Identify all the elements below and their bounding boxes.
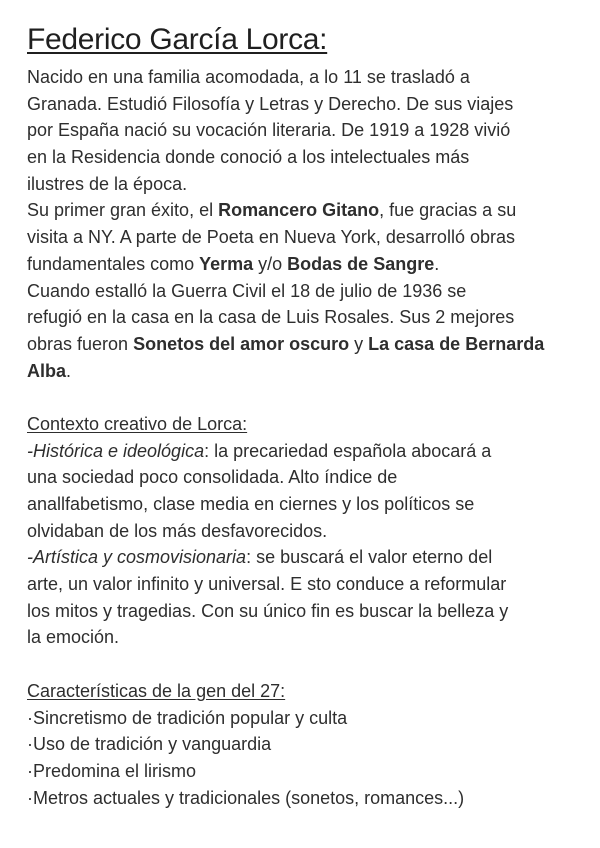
page-title: Federico García Lorca: — [27, 23, 328, 56]
bio-text: obras fueron — [27, 333, 134, 354]
context-line — [27, 544, 587, 571]
context-line: la emoción. — [27, 627, 120, 648]
context-line: anallfabetismo, clase media en ciernes y los políticos se — [27, 494, 475, 514]
bio-line: refugió en la casa en la casa de Luis Rosales. Sus 2 mejores — [27, 307, 515, 328]
spacer — [27, 384, 587, 411]
bio-text: y — [349, 333, 369, 354]
list-item: ·Uso de tradición y vanguardia — [27, 734, 272, 755]
work-title-romancero: Romancero Gitano — [218, 200, 380, 221]
list-item: ·Sincretismo de tradición popular y culta — [27, 707, 348, 728]
bio-line — [27, 251, 587, 278]
context-line: una sociedad poco consolidada. Alto índice de — [27, 467, 398, 488]
context-text: : se buscará el valor eterno del — [246, 547, 493, 568]
context-line — [27, 438, 587, 465]
list-item: ·Metros actuales y tradicionales (sonetos, romances...) — [27, 787, 465, 808]
spacer — [27, 651, 587, 678]
bio-text: Su primer gran éxito, el — [27, 200, 219, 221]
bio-line: por España nació su vocación literaria. De 1919 a 1928 vivió — [27, 120, 511, 141]
bio-line — [27, 197, 587, 224]
context-line: arte, un valor infinito y universal. E sto conduce a reformular — [27, 574, 507, 595]
bio-line: ilustres de la época. — [27, 173, 188, 194]
work-title-bernarda: La casa de Bernarda — [368, 333, 545, 354]
context-term-historica: -Histórica e ideológica — [27, 440, 205, 461]
bio-line — [27, 358, 587, 385]
context-line: los mitos y tragedias. Con su único fin es buscar la belleza y — [27, 600, 509, 621]
gen27-heading: Características de la gen del 27: — [27, 680, 286, 701]
context-section — [27, 411, 587, 651]
work-title-sonetos: Sonetos del amor oscuro — [133, 333, 350, 354]
bio-line: Cuando estalló la Guerra Civil el 18 de julio de 1936 se — [27, 280, 467, 301]
list-item: ·Predomina el lirismo — [27, 760, 197, 781]
biography-section — [27, 64, 587, 384]
document-page — [27, 22, 587, 811]
bio-line: Nacido en una familia acomodada, a lo 11 se trasladó a — [27, 67, 470, 87]
bio-line: en la Residencia donde conoció a los intelectuales más — [27, 147, 470, 168]
work-title-yerma: Yerma — [199, 253, 254, 274]
document-body — [27, 64, 587, 811]
context-term-artistica: -Artística y cosmovisionaria — [27, 547, 247, 568]
bio-line — [27, 331, 587, 358]
bio-line: Granada. Estudió Filosofía y Letras y Derecho. De sus viajes — [27, 93, 514, 114]
gen27-section — [27, 678, 587, 811]
work-title-bernarda-cont: Alba — [27, 360, 67, 381]
work-title-bodas: Bodas de Sangre — [287, 253, 435, 274]
bio-line: visita a NY. A parte de Poeta en Nueva York, desarrolló obras — [27, 227, 515, 248]
context-line: olvidaban de los más desfavorecidos. — [27, 520, 328, 541]
bio-text: . — [434, 253, 440, 274]
bio-text: y/o — [253, 253, 288, 274]
bio-text: . — [66, 360, 72, 381]
context-text: : la precariedad española abocará a — [204, 440, 492, 461]
bio-text: fundamentales como — [27, 253, 200, 274]
bio-text: , fue gracias a su — [379, 200, 517, 221]
context-heading: Contexto creativo de Lorca: — [27, 413, 248, 434]
